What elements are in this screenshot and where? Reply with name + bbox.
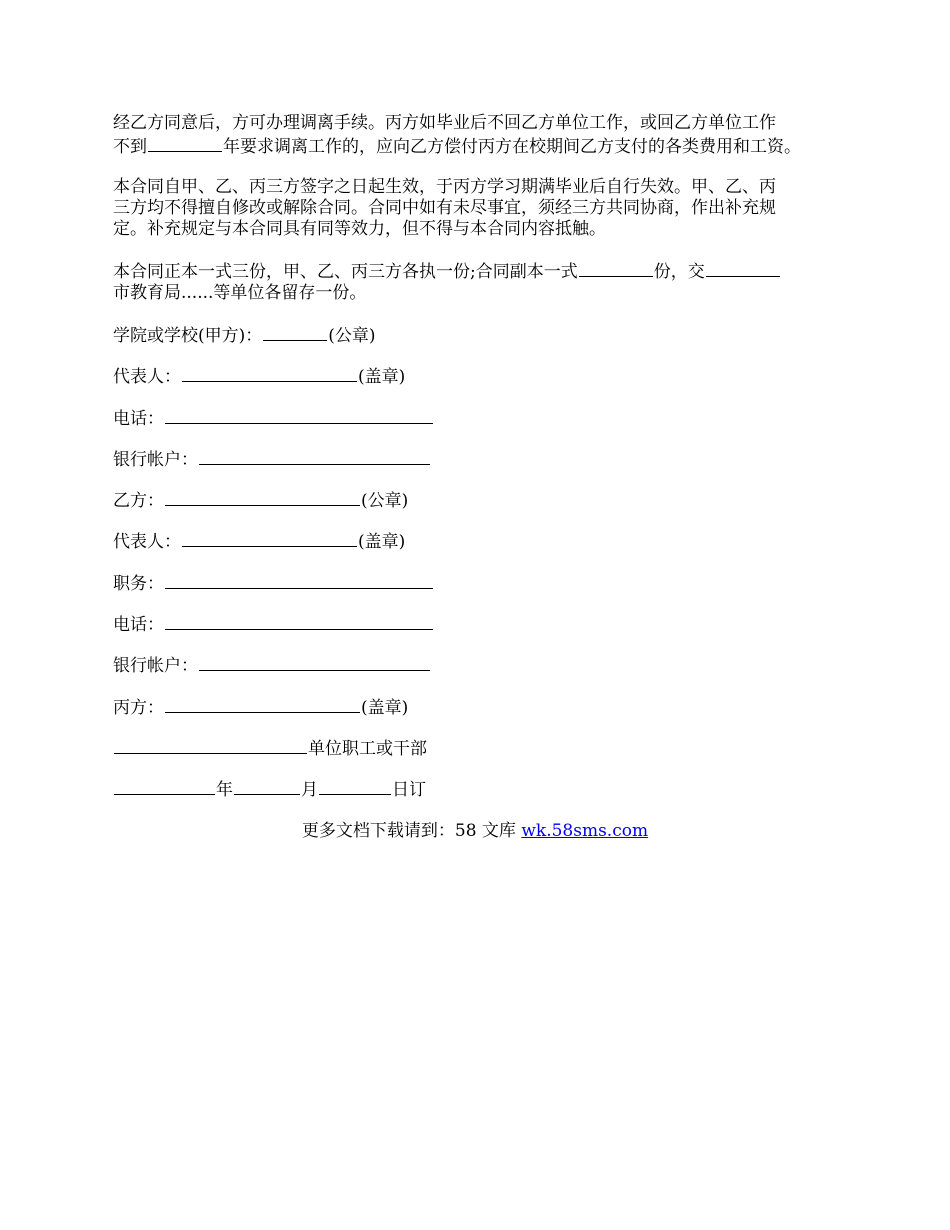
field-suffix: (盖章): [361, 697, 409, 718]
party-c-blank: [165, 695, 360, 713]
years-blank: [148, 134, 222, 152]
text-segment: 份，交: [653, 262, 705, 282]
field-label: 电话：: [113, 408, 164, 429]
paragraph-line: 定。补充规定与本合同具有同等效力，但不得与本合同内容抵触。: [113, 219, 606, 239]
field-label: 学院或学校(甲方)：: [113, 326, 263, 346]
text-segment: 本合同正本一式三份，甲、乙、丙三方各执一份;合同副本一式: [113, 262, 578, 282]
year-label: 年: [216, 780, 233, 801]
field-party-b-title: [113, 571, 853, 612]
field-party-c: [113, 695, 853, 736]
field-party-b-bank: [113, 653, 853, 694]
paragraph-line: [113, 259, 853, 283]
field-label: 职务：: [113, 573, 164, 594]
field-party-a: [113, 323, 853, 364]
party-a-blank: [263, 323, 327, 341]
field-party-a-representative: [113, 364, 853, 405]
field-suffix: (公章): [328, 326, 376, 346]
field-suffix: (公章): [361, 491, 409, 512]
field-label: 电话：: [113, 615, 164, 636]
footer-link[interactable]: wk.58sms.com: [521, 821, 649, 841]
party-b-bank-blank: [199, 653, 430, 671]
download-footer: [0, 821, 950, 842]
field-label: 乙方：: [113, 491, 164, 512]
day-label: 日订: [392, 780, 426, 801]
paragraph-effective-terms: [113, 177, 853, 240]
paragraph-line: 本合同自甲、乙、丙三方签字之日起生效，于丙方学习期满毕业后自行失效。甲、乙、丙: [113, 177, 776, 197]
party-a-representative-blank: [182, 364, 357, 382]
contract-page: [113, 113, 853, 819]
party-b-representative-blank: [182, 529, 357, 547]
year-blank: [114, 777, 215, 795]
field-label: 银行帐户：: [113, 449, 198, 470]
paragraph-copies-terms: [113, 259, 853, 304]
field-suffix: (盖章): [358, 532, 406, 553]
text-segment: 不到: [113, 137, 147, 157]
paragraph-transfer-terms: [113, 113, 853, 158]
footer-text: 更多文档下载请到：58 文库: [301, 821, 522, 841]
day-blank: [319, 777, 391, 795]
field-label: 银行帐户：: [113, 656, 198, 677]
paragraph-line: [113, 134, 853, 158]
city-blank: [706, 259, 780, 277]
field-party-b: [113, 488, 853, 529]
party-b-blank: [165, 488, 360, 506]
party-a-bank-blank: [199, 447, 430, 465]
field-party-a-bank: [113, 447, 853, 488]
month-blank: [234, 777, 300, 795]
field-suffix: (盖章): [358, 367, 406, 388]
month-label: 月: [301, 780, 318, 801]
field-unit: [113, 736, 853, 777]
unit-blank: [114, 736, 307, 754]
text-segment: 年要求调离工作的，应向乙方偿付丙方在校期间乙方支付的各类费用和工资。: [223, 137, 801, 157]
copies-count-blank: [579, 259, 653, 277]
field-party-a-phone: [113, 406, 853, 447]
paragraph-line: 市教育局......等单位各留存一份。: [113, 283, 367, 303]
party-b-phone-blank: [165, 612, 433, 630]
party-b-title-blank: [165, 571, 433, 589]
field-party-b-phone: [113, 612, 853, 653]
party-a-phone-blank: [165, 406, 433, 424]
field-date: [113, 777, 853, 818]
field-label: 代表人：: [113, 367, 181, 388]
field-label: 丙方：: [113, 697, 164, 718]
field-party-b-representative: [113, 529, 853, 570]
field-suffix: 单位职工或干部: [308, 738, 427, 759]
paragraph-line: 经乙方同意后，方可办理调离手续。丙方如毕业后不回乙方单位工作，或回乙方单位工作: [113, 113, 776, 133]
field-label: 代表人：: [113, 532, 181, 553]
paragraph-line: 三方均不得擅自修改或解除合同。合同中如有未尽事宜，须经三方共同协商，作出补充规: [113, 198, 776, 218]
